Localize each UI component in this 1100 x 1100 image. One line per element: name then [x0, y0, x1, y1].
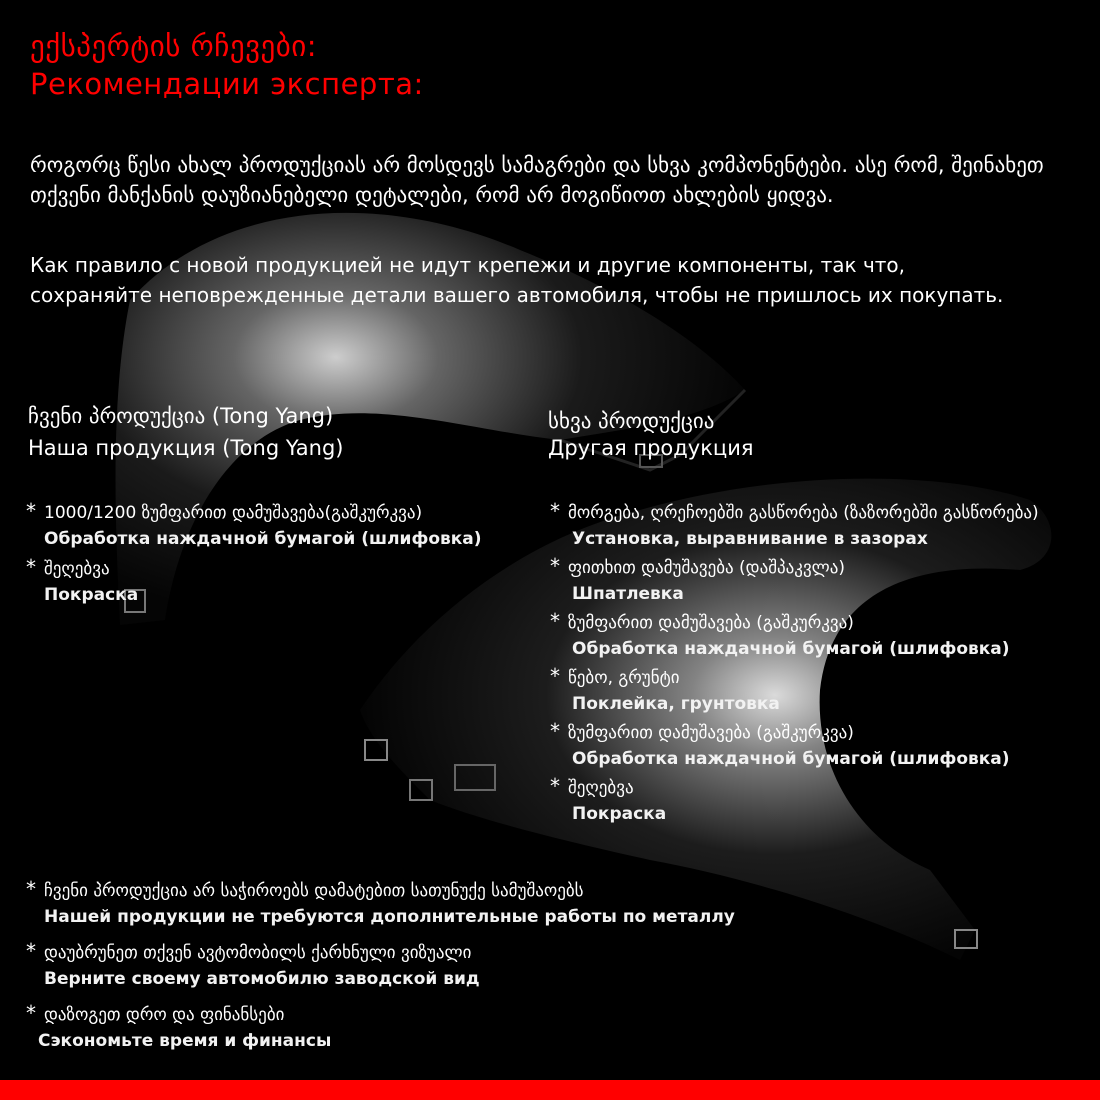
our-products-list	[26, 498, 526, 608]
title-georgian: ექსპერტის რჩევები:	[30, 29, 317, 63]
list-item: * წებო, გრუნტი Поклейка, грунтовка	[550, 664, 780, 714]
list-item: * ზუმფარით დამუშავება (გაშკურკვა) Обработка наждачной бумагой (шлифовка)	[550, 719, 1010, 769]
intro-russian: Как правило с новой продукцией не идут крепежи и другие компоненты, так что, сохраняйте неповрежденные детали вашего автомобиля, чтобы не пришлось их покупать.	[30, 253, 1004, 307]
our-products-heading-russian: Наша продукция (Tong Yang)	[28, 436, 344, 460]
bullet-star: *	[26, 1001, 36, 1025]
bullet-star: *	[26, 555, 36, 579]
other-products-heading-georgian: სხვა პროდუქცია	[548, 409, 715, 433]
bullet-star: *	[550, 609, 560, 633]
list-item: * შეღებვა Покраска	[26, 555, 139, 605]
list-item: * 1000/1200 ზუმფარით დამუშავება(გაშკურკვა) Обработка наждачной бумагой (шлифовка)	[26, 499, 482, 549]
list-item: * დაუბრუნეთ თქვენ ავტომობილს ქარხნული ვიზუალი Верните своему автомобилю заводской вид	[26, 939, 480, 989]
other-products-list	[550, 498, 1100, 828]
title-russian: Рекомендации эксперта:	[30, 67, 424, 101]
bullet-star: *	[550, 554, 560, 578]
list-item: * ფითხით დამუშავება (დაშპაკვლა) Шпатлевка	[550, 554, 846, 604]
bottom-accent-bar	[0, 1080, 1100, 1100]
bullet-star: *	[550, 719, 560, 743]
bullet-star: *	[550, 499, 560, 523]
bullet-star: *	[26, 499, 36, 523]
our-products-heading-georgian: ჩვენი პროდუქცია (Tong Yang)	[28, 404, 334, 428]
list-item: * ჩვენი პროდუქცია არ საჭიროებს დამატებით სათუნუქე სამუშაოებს Нашей продукции не требуются дополнительные работы по металлу	[26, 877, 735, 927]
bullet-star: *	[26, 877, 36, 901]
list-item: * მორგება, ღრეჩოებში გასწორება (ზაზორებში გასწორება) Установка, выравнивание в зазорах	[550, 499, 1039, 549]
other-products-heading-russian: Другая продукция	[548, 436, 754, 460]
bullet-star: *	[550, 664, 560, 688]
bullet-star: *	[26, 939, 36, 963]
list-item: * შეღებვა Покраска	[550, 774, 667, 824]
list-item: * დაზოგეთ დრო და ფინანსები Сэкономьте время и финансы	[26, 1001, 332, 1051]
bullet-star: *	[550, 774, 560, 798]
intro-georgian: როგორც წესი ახალ პროდუქციას არ მოსდევს სამაგრები და სხვა კომპონენტები. ასე რომ, შეინახეთ თქვენი მანქანის დაუზიანებელი დეტალები, რომ არ მოგიწიოთ ახლების ყიდვა.	[30, 153, 1044, 207]
benefits-list	[26, 876, 926, 1062]
list-item: * ზუმფარით დამუშავება (გაშკურკვა) Обработка наждачной бумагой (шлифовка)	[550, 609, 1010, 659]
